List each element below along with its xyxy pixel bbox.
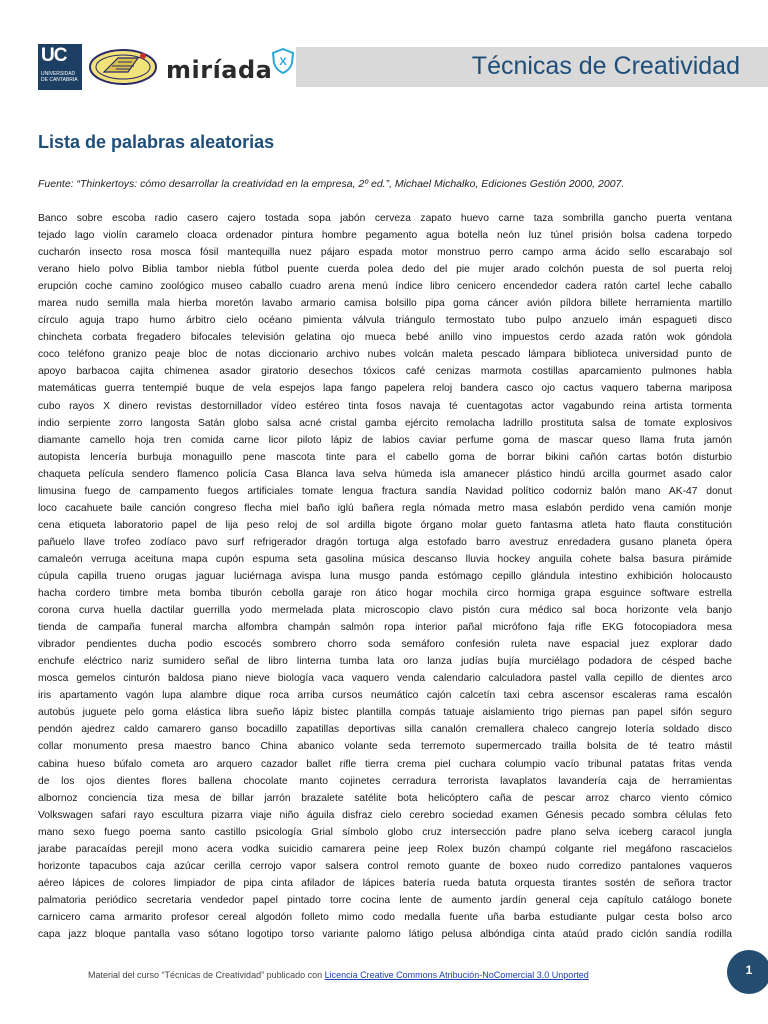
document-title: Técnicas de Creatividad: [471, 52, 740, 80]
word-list-line: jarabe paracaídas perejil mono acera vodka suicidio camarera peine jeep Rolex buzón champú colgante riel megáfono rascacielos: [38, 843, 732, 855]
source-citation: Fuente: “Thinkertoys: cómo desarrollar la creatividad en la empresa, 2º ed.”, Michael Michalko, Ediciones Gestión 2000, 2007.: [38, 178, 625, 190]
word-list-line: coco teléfono granizo peaje bloc de notas diccionario archivo nubes volcán maleta pescado lámpara biblioteca universidad punto de: [38, 349, 732, 361]
footer: [88, 970, 589, 980]
word-list-line: verano hielo polvo Biblia tambor niebla fútbol puente cuerda polea dedo del pie mujer arado colchón puesta de sol puerta reloj: [38, 264, 732, 276]
word-list-line: erupción coche camino zoológico museo caballo cuadro arena menú índice libro cenicero encendedor cadera ratón cartel leche caballo: [38, 281, 732, 293]
word-list-line: Banco sobre escoba radio casero cajero tostada sopa jabón cerveza zapato huevo carne taza sombrilla gancho puerta ventana: [38, 213, 732, 224]
word-list-line: diamante camello hoja tren comida carne licor piloto lápiz de labios caviar perfume goma de mascar queso llama fruta jamón: [38, 434, 732, 446]
word-list-line: aéreo lápices de colores limpiador de pipa cinta afilador de lápices batería rueda batuta orquesta tirantes sostén de señora tractor: [38, 877, 732, 889]
word-list-line: pendón ajedrez caldo camarero ganso bocadillo zapatillas deportivas silla canalón cremallera chaleco cangrejo lotería soldado disco: [38, 724, 732, 736]
word-list: [38, 210, 732, 943]
license-link[interactable]: Licencia Creative Commons Atribución-NoComercial 3.0 Unported: [324, 970, 589, 980]
word-list-line: mano sexo fuego poema santo castillo psicología Grial símbolo globo cruz intersección padre plano selva iceberg caracol jungla: [38, 826, 732, 838]
word-list-line: cubo rayos X dinero revistas destornillador vídeo estéreo tinta fosos navaja té cuentagotas actor vagabundo reina artista tormenta: [38, 400, 732, 412]
word-list-line: hacha cordero timbre meta bomba tiburón cebolla garaje ron ático hogar mochila circo hormiga grapa esguince software estrella: [38, 588, 732, 600]
word-list-line: de los ojos dientes flores ballena chocolate manto cojinetes cerradura terrorista lavaplatos lavandería caja de herramientas: [38, 775, 732, 787]
word-list-line: cucharón insecto rosa mosca fósil mantequilla nuez pájaro espada motor monstruo perro campo arma ácido sello escarabajo sol: [38, 247, 732, 259]
word-list-line: albornoz conciencia tiza mesa de billar jarrón brazalete satélite bota helicóptero caña de pescar arroz charco viento cómico: [38, 792, 732, 804]
word-list-line: indio serpiente zorro langosta Satán globo salsa acné cristal gamba ejército remolacha ladrillo prostituta salsa de tomate explosivos: [38, 417, 732, 429]
word-list-line: tejado lago violín caramelo cloaca ordenador pintura hombre pegamento agua botella neón luz túnel prisión bolsa cadena torpedo: [38, 230, 732, 242]
word-list-line: apoyo barbacoa cajita chimenea asador giratorio desechos tóxicos café cenizas marmota costillas aparcamiento pulmones habla: [38, 366, 732, 378]
word-list-line: cúpula capilla trueno orugas jaguar luciérnaga avispa luna musgo panda estómago cepillo glándula intestino exhibición holocausto: [38, 570, 732, 582]
word-list-line: camaleón verruga aceituna mapa cupón espuma seta gasolina música descanso lluvia hockey anguila cohete balsa basura pirámide: [38, 553, 732, 565]
word-list-line: autobús juguete pelo goma elástica libra sueño lápiz bistec plantilla compás tatuaje aislamiento trigo piernas pan papel sifón seguro: [38, 707, 732, 719]
word-list-line: enchufe eléctrico nariz sumidero señal de libro linterna tumba lata oro lanza judías bujía murciélago podadora de césped bache: [38, 656, 732, 668]
word-list-line: cabina hueso búfalo cometa aro arquero cazador ballet rifle tierra crema piel cuchara columpio vacío tribunal patatas fritas venda: [38, 758, 732, 770]
word-list-line: pañuelo llave trofeo zodíaco pavo surf refrigerador dragón tortuga alga estofado barro avestruz enredadera gusano planeta ópera: [38, 536, 732, 548]
footer-text: Material del curso “Técnicas de Creatividad” publicado con: [88, 970, 325, 980]
word-list-line: collar monumento presa maestro banco China abanico volante seda terremoto supermercado trailla bolsita de té teatro mástil: [38, 741, 732, 753]
uc-logo-text: UC: [41, 45, 67, 66]
word-list-line: capa jazz bloque pantalla vaso sótano logotipo torso variante palomo látigo pelusa albóndiga cinta ataúd prado ciclón sandía rodilla: [38, 928, 732, 940]
word-list-line: Volkswagen safari rayo escultura pizarra viaje niño águila disfraz cielo cerebro sociedad examen Génesis pecado sombra células feto: [38, 809, 732, 821]
word-list-line: horizonte tapacubos caja azúcar cerilla cerrojo vapor salsera control remoto guante de boxeo nudo corredizo pantalones vaqueros: [38, 860, 732, 872]
word-list-line: palmatoria periódico secretaria vendedor papel pintado torre cocina lente de aumento jardín general ceja capítulo catálogo bonete: [38, 894, 732, 906]
word-list-line: matemáticas guerra tentempié buque de vela espejos lapa fango papelera reloj bandera casco ojo cactus vaquero taberna mariposa: [38, 383, 732, 395]
word-list-line: marea nudo semilla mala hierba moretón lavabo armario camisa bolsillo pipa goma cáncer avión píldora billete herramienta martillo: [38, 298, 732, 310]
word-list-line: autopista lencería burbuja monaguillo pene mascota tinte para el cabello goma de borrar bikini cañón cartas botón disturbio: [38, 451, 732, 463]
universidad-de-cantabria-logo: [38, 44, 82, 90]
word-list-line: carnicero cama armarito profesor cereal algodón folleto mimo codo medalla fuente uña barba estudiante pulgar cesta bolso arco: [38, 911, 732, 923]
miriada-shield-icon: [271, 48, 295, 74]
seal-logo-icon: [88, 48, 158, 86]
miriada-logo-text: miríada: [166, 56, 273, 84]
miriada-badge-letter: X: [279, 56, 287, 68]
page-header: [38, 44, 768, 90]
word-list-line: limusina fuego de campamento fuegos artificiales tomate lengua fractura sandía Navidad político codorniz balón mano AK-47 donut: [38, 485, 732, 497]
word-list-line: iris apartamento vagón lupa alambre dique roca arriba cursos neumático cajón calcetín taxi cebra ascensor escaleras rama escalón: [38, 690, 732, 702]
word-list-line: mosca gemelos cinturón baldosa piano nieve biología vaca vaquero venda calendario calculadora pastel valla cepillo de dientes arco: [38, 673, 732, 685]
page-number-badge: 1: [727, 950, 768, 994]
word-list-line: chincheta corbata fregadero bifocales televisión gelatina ojo mueca bebé anillo vino impuestos cerdo azada ratón wok góndola: [38, 332, 732, 344]
word-list-line: chaqueta película sendero flamenco policía Casa Blanca lava selva húmeda isla amanecer plástico hindú arcilla gourmet asado calor: [38, 468, 732, 480]
word-list-line: cena etiqueta laboratorio papel de lija peso reloj de sol ardilla bigote órgano molar gueto fantasma atleta hato flauta constitución: [38, 519, 732, 531]
word-list-line: corona curva huella dactilar guerrilla yodo mermelada plata microscopio clavo pistón cura médico sal boca horizonte vela banjo: [38, 605, 732, 617]
uc-logo-subtitle: UNIVERSIDAD DE CANTABRIA: [41, 71, 78, 83]
word-list-line: vibrador pendientes ducha podio escocés sombrero chorro soda semáforo confesión ruleta nave espacial juez explorar dado: [38, 639, 732, 651]
word-list-line: tienda de campaña funeral marcha alfombra champán salmón ropa interior pañal micrófono faja rifle EKG fotocopiadora mesa: [38, 622, 732, 634]
word-list-line: loco cacahuete baile canción congreso flecha miel baño iglú bañera regla nómada metro masa eslabón perdido vena camión monje: [38, 502, 732, 514]
word-list-line: círculo aguja trapo humo árbitro cielo océano pimienta válvula triángulo termostato tubo pulpo anzuelo imán espagueti disco: [38, 315, 732, 327]
section-heading: Lista de palabras aleatorias: [38, 132, 275, 152]
